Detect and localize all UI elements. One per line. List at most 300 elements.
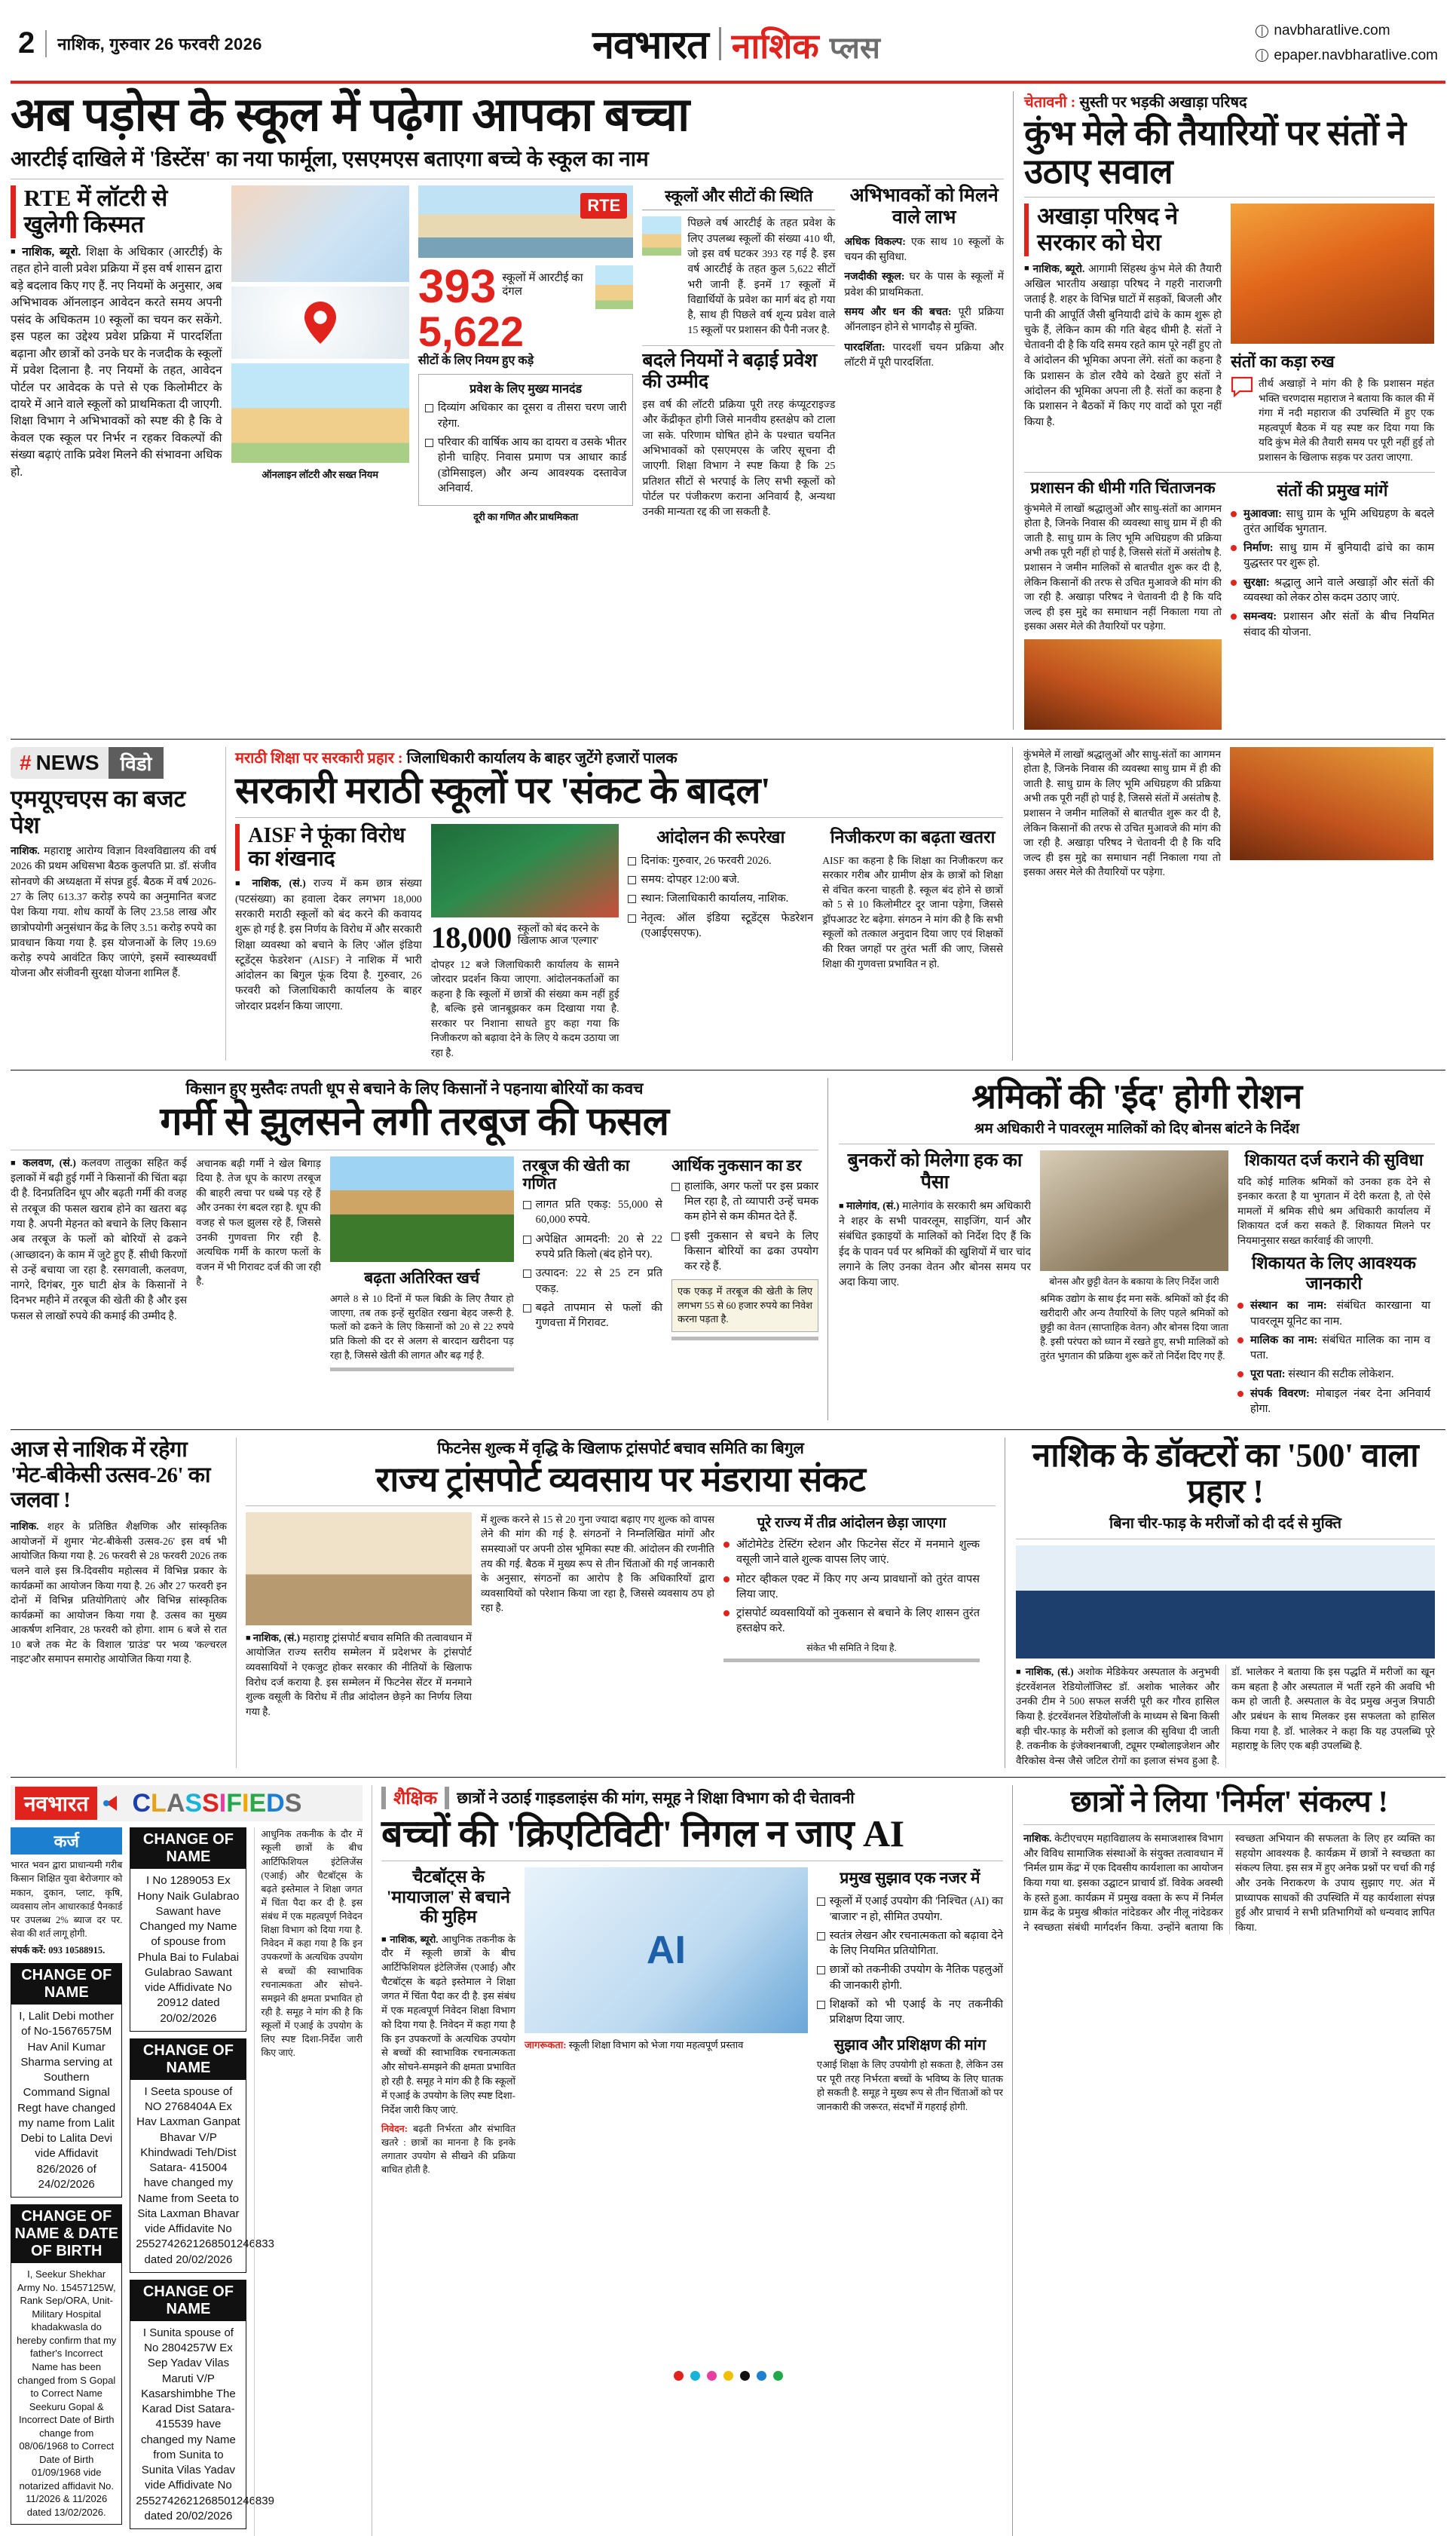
photo-doctors-group <box>1016 1545 1435 1659</box>
photo-school-building <box>231 363 409 463</box>
demand-item <box>1231 541 1434 571</box>
demand-text: साधु ग्राम में बुनियादी ढांचे का काम युद्धस्तर पर शुरू हो. <box>1243 542 1434 570</box>
nirmal-body <box>1023 1831 1435 1934</box>
needed-label: मालिक का नाम: <box>1250 1334 1318 1346</box>
loss-item: हालांकि, अगर फलों पर इस प्रकार मिल रहा है, तो व्यापारी उन्हें चमक कम होने से कम कीमत देते हैं. <box>671 1179 818 1225</box>
globe-icon <box>1256 25 1268 38</box>
rte-byline: नाशिक, ब्यूरो. <box>22 245 81 259</box>
benefits-list <box>844 235 1004 371</box>
marathi-photo-body: दोपहर 12 बजे जिलाधिकारी कार्यालय के सामने जोरदार प्रदर्शन किया जाएगा. आंदोलनकर्ताओं का कहना है कि स्कूलों में छात्रों की संख्या कम नहीं हुई है, बल्कि इसे जानबूझकर कम दिखाया गया है. सरकार पर निशाना साधते हुए कहा गया कि निजीकरण को बढ़ावा देने के लिए ये कदम उठाया जा रहा है. <box>430 958 619 1059</box>
lead-image-caption-2: दूरी का गणित और प्राथमिकता <box>473 511 579 523</box>
workers-package <box>828 1078 1435 1421</box>
math-item: बढ़ते तापमान से फलों की गुणवत्ता में गिरावट. <box>523 1300 662 1331</box>
aisf-body <box>235 877 422 1015</box>
needed-title: शिकायत के लिए आवश्यक जानकारी <box>1252 1254 1416 1293</box>
doctors-body-text: अशोक मेडिकेयर अस्पताल के अनुभवी इंटरवेंशनल रेडियोलॉजिस्ट डॉ. अशोक भालेकर और उनकी टीम ने 500 सफल सर्जरी पूरी कर गौरव हासिल किया है. इंटरवेंशनल रेडियोलॉजी के माध्यम से बिना किसी बड़ी चीर-फाड़ के मरीजों को इलाज की सुविधा दी जाती है. तकनीक के इंजेक्शनबाजी, ट्यूमर एम्बोलाइजेशन और वैरिकोस वेन्स जैसे जटिल रोगों का इलाज संभव हुआ है. डॉ. भालेकर ने बताया कि इस पद्धति में मरीजों का खून कम बहता है और अस्पताल में भर्ती रहने की अवधि भी कम हो जाती है. अस्पताल के वेद प्रमुख अनुज त्रिपाठी और प्रबंधन के साथ मिलकर इस सफलता को हासिल किया गया है. डॉ. भालेकर ने कहा कि यह उपलब्धि पूरे महाराष्ट्र के लिए एक बड़ी उपलब्धि है. <box>1016 1666 1435 1766</box>
kumbh-slow-col <box>1024 479 1222 730</box>
ad-body: I, Seekur Shekhar Army No. 15457125W, Rank Sep/ORA, Unit-Military Hospital khadakwasla do hereby confirm that my father's Incorrect Name has been changed from S Gopal to Correct Name Seekuru Gopal & Incorrect Date of Birth change from 08/06/1968 to Correct Date of Birth 01/09/1968 vide notarized affidavit No. 11/2026 & 11/2026 dated 13/02/2026. <box>17 2268 117 2519</box>
plan-item: दिनांक: गुरुवार, 26 फरवरी 2026. <box>628 853 813 868</box>
risk-col <box>822 824 1003 1061</box>
plan-col <box>628 824 813 1061</box>
transport-bullets <box>723 1537 980 1637</box>
benefits-col <box>844 185 1004 523</box>
benefit-item <box>844 341 1004 372</box>
photo-ai-classroom <box>525 1867 808 2033</box>
kumbh-slow-title: प्रशासन की धीमी गति चिंताजनक <box>1030 478 1216 497</box>
watermelon-headline: गर्मी से झुलसने लगी तरबूज की फसल <box>160 1100 669 1144</box>
plan-item: नेतृत्व: ऑल इंडिया स्टूडेंट्स फेडरेशन (एआईएसएफ). <box>628 911 813 942</box>
ai-headline: बच्चों की 'क्रिएटिविटी' निगल न जाए AI <box>381 1812 904 1855</box>
transport-byline: नाशिक, (सं.) <box>252 1631 301 1643</box>
classifieds-body <box>11 1827 362 2536</box>
metbikc-headline: आज से नाशिक में रहेगा 'मेट-बीकेसी उत्सव-26' का जलवा ! <box>11 1438 211 1513</box>
stat-2-value: 5,622 <box>418 308 524 356</box>
plan-item: समय: दोपहर 12:00 बजे. <box>628 872 813 887</box>
ai-overflow-text: आधुनिक तकनीक के दौर में स्कूली छात्रों के बीच आर्टिफिशियल इंटेलिजेंस (एआई) और चैटबॉट्स के बढ़ते इस्तेमाल ने शिक्षा जगत में चिंता पैदा कर दी है. इस संबंध में एक महत्वपूर्ण निवेदन शिक्षा विभाग को दिया गया है. निवेदन में कहा गया है कि इन उपकरणों के अत्यधिक उपयोग से बच्चों की स्वाभाविक रचनात्मकता और सोचने-समझने की क्षमता प्रभावित हो रही है. समूह ने मांग की है कि स्कूलों में एआई के उपयोग के लिए स्पष्ट दिशा-निर्देश जारी किए जाएं. <box>261 1829 362 2059</box>
kumbh-demands-title: संतों की प्रमुख मांगें <box>1277 480 1388 500</box>
transport-bullet: ऑटोमेटेड टेस्टिंग स्टेशन और फिटनेस सेंटर में मनमाने शुल्क वसूली जाने वाले शुल्क वापस लिए जाएं. <box>723 1537 980 1568</box>
kumbh-lower-row <box>1024 479 1435 730</box>
ai-caption-text: स्कूली शिक्षा विभाग को भेजा गया महत्वपूर्ण प्रस्ताव <box>568 2039 744 2051</box>
kumbh-tail <box>1013 747 1435 1061</box>
rte-lottery-col <box>11 185 222 523</box>
needed-text: संस्थान की सटीक लोकेशन. <box>1288 1368 1394 1381</box>
transport-bullet: ट्रांसपोर्ट व्यवसायियों को नुकसान से बचाने के लिए शासन तुरंत हस्तक्षेप करे. <box>723 1606 980 1637</box>
nirmal-package <box>1013 1785 1435 2536</box>
math-item: लागत प्रति एकड़: 55,000 से 60,000 रुपये. <box>523 1197 662 1228</box>
watermelon-extra-title: बढ़ता अतिरिक्त खर्च <box>364 1268 480 1287</box>
photo-powerloom-worker <box>1040 1150 1228 1271</box>
transport-note: संकेत भी समिति ने दिया है. <box>806 1642 897 1653</box>
plan-title: आंदोलन की रूपरेखा <box>656 827 785 847</box>
needed-label: पूरा पता: <box>1250 1368 1286 1381</box>
benefit-label: पारदर्शिता: <box>844 342 886 354</box>
ai-train-title: सुझाव और प्रशिक्षण की मांग <box>834 2036 986 2054</box>
schools-status-body: पिछले वर्ष आरटीई के तहत प्रवेश के लिए उपलब्ध स्कूलों की संख्या 410 थी, जो इस वर्ष घटकर 393 रह गई है. इस वर्ष आरटीई के तहत कुल 5,622 सीटों भरी जानी हैं. इनमें 17 स्कूलों में विद्यार्थियों के प्रवेश का मार्ग बंद हो गया है, साथ ही पिछले वर्ष शून्य प्रवेश वाले 15 स्कूलों पर प्रशासन की पैनी नजर है. <box>687 218 836 337</box>
transport-photo-col <box>246 1512 472 1719</box>
workers-headline: श्रमिकों की 'ईद' होगी रोशन <box>971 1077 1302 1116</box>
speech-bubble-icon <box>1231 376 1253 397</box>
website-main: navbharatlive.com <box>1274 23 1390 39</box>
ai-byline: नाशिक, ब्यूरो. <box>390 1933 439 1945</box>
watermelon-photo-col <box>330 1156 514 1371</box>
kumbh-strict-row <box>1231 376 1434 464</box>
kumbh-kicker-red: चेतावनी : <box>1024 94 1076 111</box>
ai-sub-col <box>381 1867 515 2176</box>
ai-body <box>381 1933 515 2118</box>
marathi-package <box>226 747 1013 1061</box>
watermelon-byline: कलवण, (सं.) <box>23 1157 76 1169</box>
loan-header[interactable]: कर्ज <box>11 1827 122 1855</box>
marathi-bignum: 18,000 <box>430 920 512 954</box>
workers-photo-col <box>1040 1150 1228 1420</box>
grey-rule <box>723 1659 980 1662</box>
loan-col <box>11 1827 122 2536</box>
lead-headline: अब पड़ोस के स्कूल में पढ़ेगा आपका बच्चा <box>11 90 690 141</box>
demand-item <box>1231 507 1434 538</box>
criteria-list <box>425 400 627 496</box>
doctors-subhead: बिना चीर-फाड़ के मरीजों को दी दर्द से मुक्ति <box>1109 1515 1341 1533</box>
transport-body <box>246 1631 472 1719</box>
benefits-title: अभिभावकों को मिलने वाले लाभ <box>849 185 999 228</box>
photo-sadhu <box>1024 639 1222 730</box>
ad-body: I Sunita spouse of No 2804257W Ex Sep Yadav Vilas Maruti V/P Kasarshimbhe The Karad Dist Satara- 415539 have changed my Name from Sunita to Sunita Vilas Yadav vide Affidivate No 2552742621268501246839 dated 20/02/2026 <box>136 2326 274 2522</box>
benefit-label: समय और धन की बचत: <box>844 307 952 318</box>
math-item: अपेक्षित आमदनी: 20 से 22 रुपये प्रति किलो (बंद होने पर). <box>523 1232 662 1263</box>
ai-overflow-col <box>254 1827 362 2536</box>
watermelon-body-text: कलवण तालुका सहित कई इलाकों में बढ़ी हुई गर्मी ने किसानों की चिंता बढ़ा दी है. दिनप्रतिदिन धूप और बढ़ती गर्मी की वजह से तरबूज की फसल खराब होने का खतरा बढ़ गया है. अपनी मेहनत को बचाने के लिए किसान अब तरबूज के फलों को बोरियों से ढकने (आच्छादन) के काम में जुटे हुए हैं. सीधी किरणों से उन्हें बचाया जा रहा है. रसगवाली, कलवण, नागरे, दिगंबर, गुरु घाटी क्षेत्र के किसानों ने दिनभर महीने में तरबूज की खेती की है और इस फसल से लाखों रुपये की कमाई की उम्मीद है. <box>11 1157 188 1322</box>
risk-title: निजीकरण का बढ़ता खतरा <box>830 827 996 847</box>
ai-sugg-item: छात्रों को तकनीकी उपयोग के नैतिक पहलुओं की जानकारी होगी. <box>817 1962 1003 1993</box>
needed-list <box>1237 1298 1430 1417</box>
ai-sugg-list <box>817 1894 1003 2027</box>
ai-kicker-row <box>381 1785 1003 1810</box>
ad-header: CHANGE OF NAME <box>130 1828 246 1869</box>
benefit-text: घर के पास के स्कूलों में प्रवेश की प्राथमिकता. <box>844 271 1005 299</box>
marathi-kicker <box>235 747 1003 767</box>
classified-ad[interactable] <box>11 1963 122 2198</box>
divider <box>1024 197 1435 198</box>
aisf-body-text: राज्य में कम छात्र संख्या (पटसंख्या) का हवाला देकर लगभग 18,000 सरकारी मराठी स्कूलों को बंद करने की कवायद शुरू हो गई है. इस निर्णय के विरोध में और सरकारी शिक्षा व्यवस्था को बचाने के लिए 'ऑल इंडिया स्टूडेंट्स फेडरेशन' (AISF) ने नाशिक में भारी आंदोलन का बिगुल फूंक दिया है. गुरुवार, 26 फरवरी को जिलाधिकारी कार्यालय के बाहर जोरदार प्रदर्शन किया जाएगा. <box>235 878 422 1012</box>
ai-row <box>381 1867 1003 2176</box>
kumbh-row <box>1024 204 1435 464</box>
fourth-zone <box>11 1429 1445 1768</box>
nirmal-body-cols <box>1023 1831 1435 1934</box>
needed-text: संबंधित कारखाना या पावरलूम यूनिट का नाम. <box>1250 1300 1430 1328</box>
demand-label: मुआवजा: <box>1243 507 1282 520</box>
stat-1 <box>418 261 634 314</box>
photo-kids-laptop <box>231 185 409 282</box>
kumbh-left-col <box>1024 204 1222 464</box>
workers-body2: श्रमिक उद्योग के साथ ईद मना सकें. श्रमिकों को ईद की खरीदारी और अन्य तैयारियों के लिए पहले श्रमिकों को छुट्टी का वेतन (साप्ताहिक वेतन) और बोनस दिया जाता है. इसी परंपरा को ध्यान में रखते हुए, सभी मालिकों को तुरंत भुगतान की प्रक्रिया शुरू करें तो निर्देश दिए गए हैं. <box>1040 1293 1228 1361</box>
needed-item <box>1237 1333 1430 1364</box>
dot-magenta <box>707 2371 717 2381</box>
bank-icon <box>642 216 681 256</box>
kumbh-headline: कुंभ मेले की तैयारियों पर संतों ने उठाए सवाल <box>1024 114 1406 191</box>
divider <box>1024 472 1435 473</box>
workers-photo-caption: बोनस और छुट्टी वेतन के बकाया के लिए निर्देश जारी <box>1049 1276 1219 1288</box>
dot-red <box>674 2371 684 2381</box>
risk-body: AISF का कहना है कि शिक्षा का निजीकरण कर सरकार गरीब और ग्रामीण क्षेत्र के छात्रों को शिक्षा से वंचित करना चाहती है. स्कूल बंद होने से छात्रों को 5 से 10 किलोमीटर दूर जाना पड़ेगा, जिससे ड्रॉपआउट रेट बढ़ेगा. संगठन ने मांग की है कि सभी स्कूलों को तत्काल अनुदान दिया जाए एवं शिक्षकों की रिक्त जगहों पर तुरंत भर्ती की जाए, जिससे शिक्षा की गुणवत्ता प्रभावित न हो. <box>822 854 1003 969</box>
ai-sugg-title: प्रमुख सुझाव एक नजर में <box>840 1869 980 1888</box>
ad-header: CHANGE OF NAME <box>11 1964 121 2005</box>
stat-2 <box>418 308 634 368</box>
needed-label: संपर्क विवरण: <box>1250 1387 1310 1400</box>
stat-2-label: सीटों के लिए नियम हुए कड़े <box>418 354 534 368</box>
ad-header: CHANGE OF NAME <box>130 2280 246 2321</box>
complaint-body: यदि कोई मालिक श्रमिकों को उनका हक देने से इनकार करता है या भुगतान में देरी करता है, तो ऐसे मामलों में श्रमिक सीधे श्रम अधिकारी कार्यालय में शिकायत दर्ज करा सकते हैं. शिकायत मिलने पर नियमानुसार सख्त कार्रवाई की जाएगी. <box>1237 1175 1430 1246</box>
demand-text: साधु ग्राम के भूमि अधिग्रहण के बदले तुरंत आर्थिक भुगतान. <box>1243 507 1434 535</box>
watermelon-extra-body: अगले 8 से 10 दिनों में फल बिक्री के लिए तैयार हो जाएगा, तब तक इन्हें सुरक्षित रखना बेहद जरूरी है. फलों को ढकने के लिए किसानों को 20 से 22 रुपये प्रति किलो की दर से अलग से बारदान खरीदना पड़ रहा है, जिससे खेती की लागत और बढ़ गई है. <box>329 1292 514 1361</box>
ads-col-2 <box>130 1827 274 2536</box>
transport-headline: राज्य ट्रांसपोर्ट व्यवसाय पर मंडराया संकट <box>375 1460 866 1499</box>
needed-item <box>1237 1298 1430 1329</box>
classified-ad[interactable] <box>130 2038 274 2273</box>
rules-hope-body: इस वर्ष की लॉटरी प्रक्रिया पूरी तरह कंप्यूटराइज्ड और केंद्रीकृत होगी जिसे मानवीय हस्तक्षेप को टाला जा सके. परिणाम घोषित होने के पश्चात चयनित अभिभावकों को एसएमएस के जरिए सूचना दी जाएगी. शिक्षा विभाग ने स्पष्ट किया है कि 25 प्रतिशत सीटों से भरपाई के लिए सभी स्कूलों को पोर्टल पर पंजीकरण कराना अनिवार्य है, अन्यथा उनकी मान्यता रद्द की जा सकती है. <box>642 400 836 519</box>
ai-train-body: एआई शिक्षा के लिए उपयोगी हो सकता है, लेकिन उस पर पूरी तरह निर्भरता बच्चों के भविष्य के लिए घातक हो सकती है. समूह ने मुख्य रूप से तीन चिंताओं को पर जानकारी की जरूरत, संदर्भों में गहराई होगी. <box>816 2058 1003 2113</box>
photo-watermelon-field <box>330 1156 514 1262</box>
classifieds-header <box>11 1785 362 1821</box>
doctors-headline: नाशिक के डॉक्टरों का '500' वाला प्रहार ! <box>1032 1437 1419 1510</box>
metbikc-package <box>11 1438 237 1768</box>
marathi-photo-col <box>431 824 619 1061</box>
ai-sugg-item: शिक्षकों को भी एआई के नए तकनीकी प्रशिक्षण दिया जाए. <box>817 1997 1003 2028</box>
kumbh-tail-text: कुंभमेले में लाखों श्रद्धालुओं और साधु-संतों का आगमन होता है, जिनके निवास की व्यवस्था साधु ग्राम में ही की जाती है. साधु ग्राम के लिए भूमि अधिग्रहण की प्रक्रिया अभी तक पूरी नहीं हो पाई है, जिससे संतों में असंतोष है. प्रशासन ने जमीन मालिकों से बातचीत शुरू कर दी है, लेकिन किसानों की तरफ से उचित मुआवजे की मांग की जा रही है. अखाड़ा परिषद ने चेतावनी दी है कि यदि जल्द ही इस मुद्दे का समाधान नहीं निकाला गया तो इसका असर मेले की तैयारियों पर पड़ेगा. <box>1023 748 1221 878</box>
marathi-kicker-red: मराठी शिक्षा पर सरकारी प्रहार : <box>235 749 403 767</box>
ad-header: CHANGE OF NAME <box>130 2039 246 2080</box>
workers-body-col <box>839 1150 1031 1420</box>
photo-distance-map <box>231 286 409 359</box>
grey-rule <box>330 1368 514 1371</box>
watermelon-math-col <box>523 1156 662 1371</box>
stats-col <box>418 185 634 523</box>
needed-text: संबंधित मालिक का नाम व पता. <box>1250 1334 1430 1362</box>
needed-text: मोबाइल नंबर देना अनिवार्य होगा. <box>1250 1387 1430 1416</box>
watermelon-cost-box <box>671 1279 818 1333</box>
kumbh-sub-title: अखाड़ा परिषद ने सरकार को घेरा <box>1037 203 1179 256</box>
kicker-bar <box>381 1787 386 1809</box>
demand-item <box>1231 575 1434 606</box>
website-row-2[interactable] <box>1256 44 1438 68</box>
hash-icon: # <box>20 750 32 774</box>
demand-label: सुरक्षा: <box>1243 576 1270 589</box>
benefit-item <box>844 235 1004 266</box>
benefit-item <box>844 270 1004 301</box>
kumbh-byline: नाशिक, ब्यूरो. <box>1032 263 1085 275</box>
masthead-divider <box>45 30 47 57</box>
kumbh-right-col <box>1231 204 1434 464</box>
lead-image-caption-1: ऑनलाइन लॉटरी और सख्त नियम <box>262 469 379 481</box>
masthead-rule <box>11 81 1445 84</box>
classified-ad[interactable] <box>11 2204 122 2524</box>
needed-label: संस्थान का नाम: <box>1250 1300 1327 1312</box>
demand-text: श्रद्धालु आने वाले अखाड़ों और संतों की व्यवस्था को लेकर ठोस कदम उठाए जाएं. <box>1243 576 1434 605</box>
edition-plus: प्लस <box>829 32 880 65</box>
ad-body: I, Lalit Debi mother of No-15676575M Hav Anil Kumar Sharma serving at Southern Command Signal Regt have changed my name from Lalit Debi to Lalita Devi vide Affidavit 826/2026 of 24/02/2026 <box>17 2010 116 2191</box>
demand-label: निर्माण: <box>1243 542 1274 555</box>
rte-lottery-header <box>11 185 222 237</box>
loan-phone: संपर्क करें: 093 10588915. <box>11 1945 106 1956</box>
classifieds-word: CLASSIFIEDS <box>132 1788 302 1818</box>
logo-navbharat: नवभारत <box>592 23 708 67</box>
transport-kicker: फिटनेस शुल्क में वृद्धि के खिलाफ ट्रांसपोर्ट बचाव समिति का बिगुल <box>437 1439 804 1458</box>
stat-1-value: 393 <box>418 261 497 314</box>
criteria-title: प्रवेश के लिए मुख्य मानदंड <box>470 383 583 397</box>
news-video-tag[interactable] <box>11 747 216 779</box>
news-tag <box>11 747 109 779</box>
ai-sugg-item: स्वतंत्र लेखन और रचनात्मकता को बढ़ावा देने के लिए नियमित प्रतियोगिता. <box>817 1928 1003 1959</box>
rte-badge: RTE <box>580 193 627 219</box>
watermelon-loss-col <box>671 1156 818 1371</box>
ai-note <box>381 2122 515 2177</box>
watermelon-math-list <box>523 1197 662 1331</box>
accent-bar <box>11 185 16 237</box>
benefit-label: नजदीकी स्कूल: <box>844 271 905 283</box>
transport-bullet: मोटर व्हीकल एक्ट में किए गए अन्य प्रावधानों को तुरंत वापस लिया जाए. <box>723 1572 980 1603</box>
dot-green <box>773 2371 783 2381</box>
photo-transport-meeting <box>246 1512 472 1625</box>
criteria-item: परिवार की वार्षिक आय का दायरा व उसके भीतर होनी चाहिए. निवास प्रमाण पत्र आधार कार्ड (डोमिसाइल) और अन्य आवश्यक दस्तावेज अनिवार्य. <box>425 435 627 496</box>
marathi-kicker-rest: जिलाधिकारी कार्यालय के बाहर जुटेंगे हजारों पालक <box>406 749 678 767</box>
ai-note-label: निवेदन: <box>381 2123 408 2134</box>
benefit-text: एक साथ 10 स्कूलों के चयन की सुविधा. <box>844 236 1005 264</box>
classifieds-brand: नवभारत <box>15 1787 97 1820</box>
benefit-label: अधिक विकल्प: <box>844 236 906 248</box>
nirmal-body-text: केटीएचएम महाविद्यालय के समाजशास्त्र विभाग और विविध सामाजिक संस्थाओं के संयुक्त तत्वावधान में 'निर्मल ग्राम केंद्र' में एक दिवसीय कार्यशाला का आयोजन किया गया था. इसका उद्घाटन प्राचार्य डॉ. विवेक अवस्थी के हस्ते हुआ. कार्यक्रम में प्रमुख वक्ता के रूप में निर्मल ग्राम केंद्र के प्रमुख श्रीकांत नांदेडकर और नीलू नांदेडकर ने स्वच्छता संबंधी मार्गदर्शन किया. उन्होंने बताया कि स्वच्छता अभियान की सफलता के लिए हर व्यक्ति का सहयोग आवश्यक है. कार्यक्रम में छात्रों ने स्वच्छता का संकल्प लिया. इस सत्र में हुए अनेक प्रश्नों पर चर्चा की गई और उनके निराकरण के उपाय सुझाए गए. अंत में प्राध्यापक साधकों की उपस्थिति में यह कार्यशाला संपन्न हुई और प्राचार्य ने सभी प्रतिभागियों को धन्यवाद ज्ञापित किया. <box>1023 1833 1435 1933</box>
masthead <box>11 0 1445 78</box>
news-video-package <box>11 747 226 1061</box>
watermelon-loss-title: आर्थिक नुकसान का डर <box>671 1156 802 1175</box>
stat-1-label: स्कूलों में आरटीई का दंगल <box>502 272 583 299</box>
demand-item <box>1231 609 1434 640</box>
workers-byline: मालेगांव, (सं.) <box>846 1200 900 1212</box>
lead-subhead: आरटीई दाखिले में 'डिस्टेंस' का नया फार्मूला, एसएमएस बताएगा बच्चे के स्कूल का नाम <box>11 147 649 171</box>
photo-saints <box>1231 204 1434 344</box>
logo-separator <box>719 27 721 60</box>
needed-item <box>1237 1367 1430 1382</box>
video-tag: विडो <box>109 747 164 779</box>
transport-row <box>246 1512 996 1719</box>
ai-subtitle: चैटबॉट्स के 'मायाजाल' से बचाने की मुहिम <box>387 1867 510 1927</box>
school-icon <box>595 265 633 309</box>
website-row-1[interactable] <box>1256 19 1438 43</box>
criteria-item: दिव्यांग अधिकार का दूसरा व तीसरा चरण जारी रहेगा. <box>425 400 627 431</box>
loss-item: इसी नुकसान से बचने के लिए किसान बोरियों का ढका उपयोग कर रहे हैं. <box>671 1229 818 1275</box>
ai-photo-col <box>525 1867 808 2176</box>
kumbh-tail-right <box>1230 747 1433 880</box>
aisf-col <box>235 824 422 1061</box>
photo-ghat-panorama <box>418 185 634 258</box>
loan-body: भारत भवन द्वारा प्राधान्यमी गरीब किसान शिक्षित युवा बेरोजगार को मकान, दुकान, प्लाट, कृषि, व्यवसाय लोन आधारकार्ड पैनकार्ड पर उपलब्ध 2% ब्याज दर पर. सेवा की शर्त लागू होगी. <box>11 1860 123 1939</box>
divider <box>235 817 1003 818</box>
ai-note-text: बढ़ती निर्भरता और संभावित खतरे : छात्रों का मानना है कि इनके लगातार उपयोग से सीखने की प्रक्रिया बाधित होती है. <box>381 2123 516 2175</box>
kumbh-tail-left <box>1023 747 1221 880</box>
watermelon-row <box>11 1156 818 1371</box>
transport-body2: में शुल्क करने से 15 से 20 गुना ज्यादा बढ़ाए गए शुल्क को वापस लेने की मांग की गई है. संगठनों ने निम्नलिखित मांगों और समस्याओं पर अपनी ठोस भूमिका स्पष्ट की. आंदोलन की रणनीति तय की गई. बैठक में मुख्य रूप से तीन चिंताओं की गई जानकारी के अनुसार, संगठनों का आरोप है कि अधिकारियों द्वारा व्यवसायियों को परेशान किया जा रहा है, जिससे व्यवसाय ठप हो रहा है. <box>481 1513 714 1614</box>
workers-complaint-col <box>1237 1150 1430 1420</box>
masthead-left <box>18 26 262 60</box>
kumbh-body-text: आगामी सिंहस्थ कुंभ मेले की तैयारी अखिल भारतीय अखाड़ा परिषद ने गहरी नाराजगी जताई है. शहर के विभिन्न घाटों में सड़कों, बिजली और पानी की आपूर्ति जैसी बुनियादी ढांचे के काम शुरू हो चुके हैं, लेकिन काम की गति बेहद धीमी है. संतों ने चेतावनी दी है कि यदि समय रहते काम पूरे नहीं हुए तो वे आंदोलन की भूमिका अपना लेंगे. संतों का कहना है कि प्रशासन के डोल रवैये को देखते हुए संतों ने आंदोलन की भूमिका अपना ली है. संतों का कहना है कि प्रशासन ने बैठकों में किए गए वादों को पूरा नहीं किया है. <box>1024 263 1222 428</box>
marathi-headline: सरकारी मराठी स्कूलों पर 'संकट के बादल' <box>235 769 771 811</box>
watermelon-loss-list <box>671 1179 818 1275</box>
ai-package <box>372 1785 1013 2536</box>
transport-bullets-col <box>723 1512 980 1719</box>
rte-lottery-title: RTE में लॉटरी से खुलेगी किस्मत <box>23 185 168 238</box>
kumbh-tail-row <box>1023 747 1435 880</box>
schools-status-title: स्कूलों और सीटों की स्थिति <box>642 185 835 210</box>
divider <box>1023 1824 1435 1825</box>
watermelon-kicker: किसान हुए मुस्तैदः तपती धूप से बचाने के लिए किसानों ने पहनाया बोरियों का कवच <box>185 1079 644 1098</box>
kumbh-strict-body: तीर्थ अखाड़ों ने मांग की है कि प्रशासन महंत भक्ति चरणदास महाराज ने बताया कि काल की में गंगा में नदी महाराज की उपस्थिति में हुए एक महत्वपूर्ण बैठक में यह स्पष्ट कर दिया गया कि यदि कुंभ मेले की तैयारी समय पर पूरी नहीं हुई तो प्रशासन के खिलाफ सड़क पर उतरा जाएगा. <box>1259 378 1434 463</box>
schools-status-col <box>642 185 835 523</box>
registration-dots <box>0 2371 1456 2381</box>
plan-item: स्थान: जिलाधिकारी कार्यालय, नाशिक. <box>628 891 813 906</box>
plan-list <box>628 853 813 941</box>
aisf-header <box>235 824 422 871</box>
classified-ad[interactable] <box>130 2280 274 2529</box>
news-video-body <box>11 844 216 982</box>
criteria-box <box>418 374 634 506</box>
globe-icon <box>1256 49 1268 62</box>
kumbh-demands-list <box>1231 507 1434 640</box>
dot-cyan <box>690 2371 700 2381</box>
classified-ad[interactable] <box>130 1827 246 2032</box>
watermelon-body2: अचानक बढ़ी गर्मी ने खेल बिगाड़ दिया है. तेज धूप के कारण तरबूज की बाहरी त्वचा पर धब्बे पड़ रहे हैं और उनका रंग बदल रहा है. धूप की वजह से फल झुलस रहे हैं, जिससे उनकी गुणवत्ता गिर रही है. अत्यधिक गर्मी के कारण फलों के वजन में भी गिरावट दर्ज की जा रही है. <box>196 1157 321 1288</box>
edition-city: नाशिक <box>731 26 819 66</box>
workers-body <box>839 1199 1031 1291</box>
lead-package <box>11 91 1013 730</box>
accent-bar <box>1024 204 1029 256</box>
aisf-byline: नाशिक, (सं.) <box>252 878 306 890</box>
kicker-bar <box>445 1787 449 1809</box>
megaphone-icon <box>102 1793 127 1813</box>
kumbh-package <box>1013 91 1435 730</box>
kumbh-slow-body: कुंभमेले में लाखों श्रद्धालुओं और साधु-संतों का आगमन होता है, जिनके निवास की व्यवस्था साधु ग्राम में ही की जाती है. साधु ग्राम के लिए भूमि अधिग्रहण की प्रक्रिया अभी तक पूरी नहीं हो पाई है, जिससे संतों में असंतोष है. प्रशासन ने जमीन मालिकों से बातचीत शुरू कर दी है, लेकिन किसानों की तरफ से उचित मुआवजे की मांग की जा रही है. अखाड़ा परिषद ने चेतावनी दी है कि यदि जल्द ही इस मुद्दे का समाधान नहीं निकाला गया तो इसका असर मेले की तैयारियों पर पड़ेगा. <box>1024 502 1222 632</box>
math-item: उत्पादन: 22 से 25 टन प्रति एकड़. <box>523 1266 662 1297</box>
third-zone <box>11 1070 1445 1421</box>
doctors-package <box>1005 1438 1435 1768</box>
ai-sugg-col <box>817 1867 1003 2176</box>
needed-item <box>1237 1386 1430 1417</box>
kumbh-kicker <box>1024 91 1435 112</box>
website-epaper: epaper.navbharatlive.com <box>1274 47 1438 63</box>
ad-header: CHANGE OF NAME & DATE OF BIRTH <box>11 2205 121 2263</box>
doctors-byline: नाशिक, (सं.) <box>1025 1666 1074 1678</box>
masthead-logo <box>592 17 880 70</box>
masthead-websites <box>1256 19 1438 68</box>
rte-lottery-body <box>11 244 222 482</box>
kumbh-demands-col <box>1231 479 1434 730</box>
dateline: नाशिक, गुरुवार 26 फरवरी 2026 <box>57 34 262 54</box>
ai-label-icon: AI <box>646 1928 686 1973</box>
ad-body: I No 1289053 Ex Hony Naik Gulabrao Sawant have Changed my Name of spouse from Phula Bai to Fulabai Gulabrao Sawant vide Affidivate No 20912 dated 20/02/2026 <box>137 1874 240 2025</box>
accent-bar <box>235 824 240 871</box>
ai-caption-label: जागरूकता: <box>525 2039 567 2051</box>
metbikc-byline: नाशिक. <box>11 1521 39 1533</box>
watermelon-body <box>11 1156 187 1325</box>
news-tag-label: NEWS <box>35 750 99 774</box>
top-zone <box>11 91 1445 730</box>
ad-body: I Seeta spouse of NO 2768404A Ex Hav Laxman Ganpat Bhavar V/P Khindwadi Teh/Dist Satara- 415004 have changed my Name from Seeta to Sita Laxman Bhavar vide Affidavite No 2552742621268501246833 dated 20/02/2026 <box>136 2084 274 2266</box>
second-zone <box>11 739 1445 1061</box>
photo-students-queue <box>431 824 619 917</box>
workers-row <box>839 1150 1435 1420</box>
marathi-row <box>235 824 1003 1061</box>
fifth-zone <box>11 1777 1445 2536</box>
page-number: 2 <box>18 26 35 60</box>
doctors-body <box>1016 1665 1435 1768</box>
nirmal-byline: नाशिक. <box>1023 1833 1052 1845</box>
workers-body-text: मालेगांव के सरकारी श्रम अधिकारी ने शहर के सभी पावरलूम, साइजिंग, यार्न और संबंधित इकाइयों के मालिकों को निर्देश दिए हैं कि ईद के पावन पर्व पर श्रमिकों की खुशियों में चार चांद लगाने के लिए उनका वेतन और बोनस समय पर अदा किया जाए. <box>839 1200 1031 1289</box>
kumbh-strict-title: संतों का कड़ा रुख <box>1231 352 1335 372</box>
marathi-bignum-label: स्कूलों को बंद करने के खिलाफ आज 'एल्गार' <box>517 923 599 948</box>
rules-hope-title: बदले नियमों ने बढ़ाई प्रवेश की उम्मीद <box>642 350 818 393</box>
news-video-body-text: महाराष्ट्र आरोग्य विज्ञान विश्वविद्यालय की वर्ष 2026 की प्रथम अधिसभा बैठक कुलपति प्रा. डॉ. संजीव सोनवणे की अध्यक्षता में संपन्न हुई. बैठक में वर्ष 2026-27 के लिए 613.37 करोड़ रुपये का अनुमानित बजट पेश किया गया. शोध कार्यों के लिए 23.58 लाख और छात्रोपयोगी अनुसंधान केंद्र के लिए 3.51 करोड़ रुपये का प्रावधान किया गया है. इस योजनाओं के लिए 19.69 करोड़ रुपये आवंटित किए जाएंगे, इसमें स्वास्थ्यवर्धी योजना और संजीवनी सुरक्षा योजना शामिल हैं. <box>11 846 216 980</box>
watermelon-cost-note: एक एकड़ में तरबूज की खेती के लिए लगभग 55 से 60 हजार रुपये का निवेश करना पड़ता है. <box>677 1285 813 1325</box>
schools-status-row <box>642 216 835 338</box>
lead-row <box>11 185 1004 523</box>
news-video-headline: एमयूएचएस का बजट पेश <box>11 785 186 839</box>
nirmal-headline: छात्रों ने लिया 'निर्मल' संकल्प ! <box>1070 1784 1388 1819</box>
complaint-title: शिकायत दर्ज कराने की सुविधा <box>1244 1150 1424 1170</box>
demand-text: प्रशासन और संतों के बीच नियमित संवाद की योजना. <box>1243 611 1434 639</box>
rte-body-text: शिक्षा के अधिकार (आरटीई) के तहत होने वाली प्रवेश प्रक्रिया में इस वर्ष शासन द्वारा बड़े बदलाव किए गए हैं. नए नियमों के अनुसार, अब अभिभावक ऑनलाइन आवेदन करते समय अपनी पसंद के अधिकतम 10 स्कूलों का चयन कर सकेंगे. इस पहल का उद्देश्य प्रवेश प्रक्रिया में पारदर्शिता बढ़ाना और छात्रों को उनके घर के नजदीक के स्कूलों में प्रवेश दिलाना है. नए नियमों के तहत, आवेदन पोर्टल पर आवेदक के पत्ते से एक किलोमीटर के दायरे में आने वाले स्कूलों को प्राथमिकता दी जाएगी. शिक्षा विभाग ने अभिभावकों को स्पष्ट की है कि वे केवल एक स्कूल पर निर्भर न रहकर विकल्पों की संख्या बढ़ाएं ताकि प्रवेश मिलने की संभावना अधिक हो. <box>11 245 222 479</box>
lead-image-stack <box>231 185 409 523</box>
kumbh-kicker-rest: सुस्ती पर भड़की अखाड़ा परिषद <box>1079 94 1247 111</box>
aisf-title: AISF ने फूंका विरोध का शंखनाद <box>248 823 405 871</box>
dot-blue <box>757 2371 766 2381</box>
demand-label: समन्वय: <box>1243 611 1277 623</box>
